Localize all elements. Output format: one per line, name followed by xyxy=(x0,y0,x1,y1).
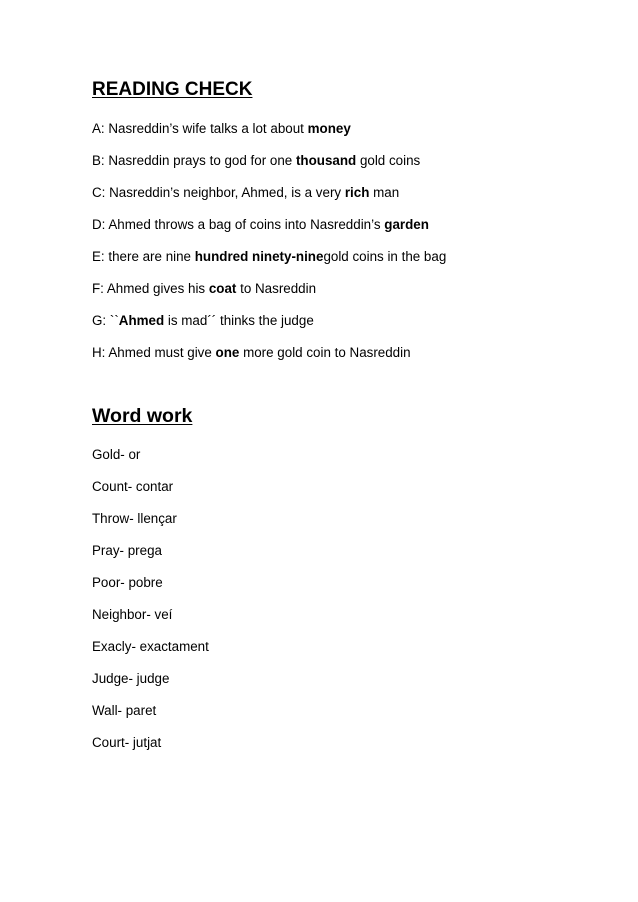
reading-check-item-h: H: Ahmed must give one more gold coin to Nasreddin xyxy=(92,345,411,360)
word-work-title: Word work xyxy=(92,405,193,427)
word-item-judge: Judge- judge xyxy=(92,671,170,686)
reading-check-section xyxy=(92,78,612,362)
word-item-gold: Gold- or xyxy=(92,447,141,462)
answer-ahmed: Ahmed xyxy=(118,313,165,328)
reading-check-item-b: B: Nasreddin prays to god for one thousand gold coins xyxy=(92,153,421,168)
answer-coat: coat xyxy=(208,281,237,296)
reading-check-item-g: G: ``Ahmed is mad´´ thinks the judge xyxy=(92,313,314,328)
answer-money: money xyxy=(307,121,351,136)
word-item-count: Count- contar xyxy=(92,479,174,494)
word-work-list xyxy=(92,446,209,752)
word-item-pray: Pray- prega xyxy=(92,543,162,558)
answer-rich: rich xyxy=(344,185,370,200)
word-item-poor: Poor- pobre xyxy=(92,575,163,590)
word-item-neighbor: Neighbor- veí xyxy=(92,607,173,622)
reading-check-item-a: A: Nasreddin’s wife talks a lot about money xyxy=(92,121,351,136)
reading-check-item-c: C: Nasreddin’s neighbor, Ahmed, is a very rich man xyxy=(92,185,400,200)
reading-check-list xyxy=(92,120,612,362)
word-item-throw: Throw- llençar xyxy=(92,511,177,526)
answer-hundred-ninety-nine: hundred ninety-nine xyxy=(194,249,324,264)
reading-check-item-e: E: there are nine hundred ninety-ninegold coins in the bag xyxy=(92,249,447,264)
answer-garden: garden xyxy=(384,217,429,232)
reading-check-item-d: D: Ahmed throws a bag of coins into Nasreddin’s garden xyxy=(92,217,429,232)
reading-check-title: READING CHECK xyxy=(92,79,253,100)
word-item-court: Court- jutjat xyxy=(92,735,162,750)
word-work-section xyxy=(92,404,209,766)
answer-one: one xyxy=(215,345,240,360)
reading-check-item-f: F: Ahmed gives his coat to Nasreddin xyxy=(92,281,317,296)
answer-thousand: thousand xyxy=(295,153,357,168)
document-content xyxy=(92,78,612,750)
word-item-wall: Wall- paret xyxy=(92,703,157,718)
word-item-exacly: Exacly- exactament xyxy=(92,639,209,654)
